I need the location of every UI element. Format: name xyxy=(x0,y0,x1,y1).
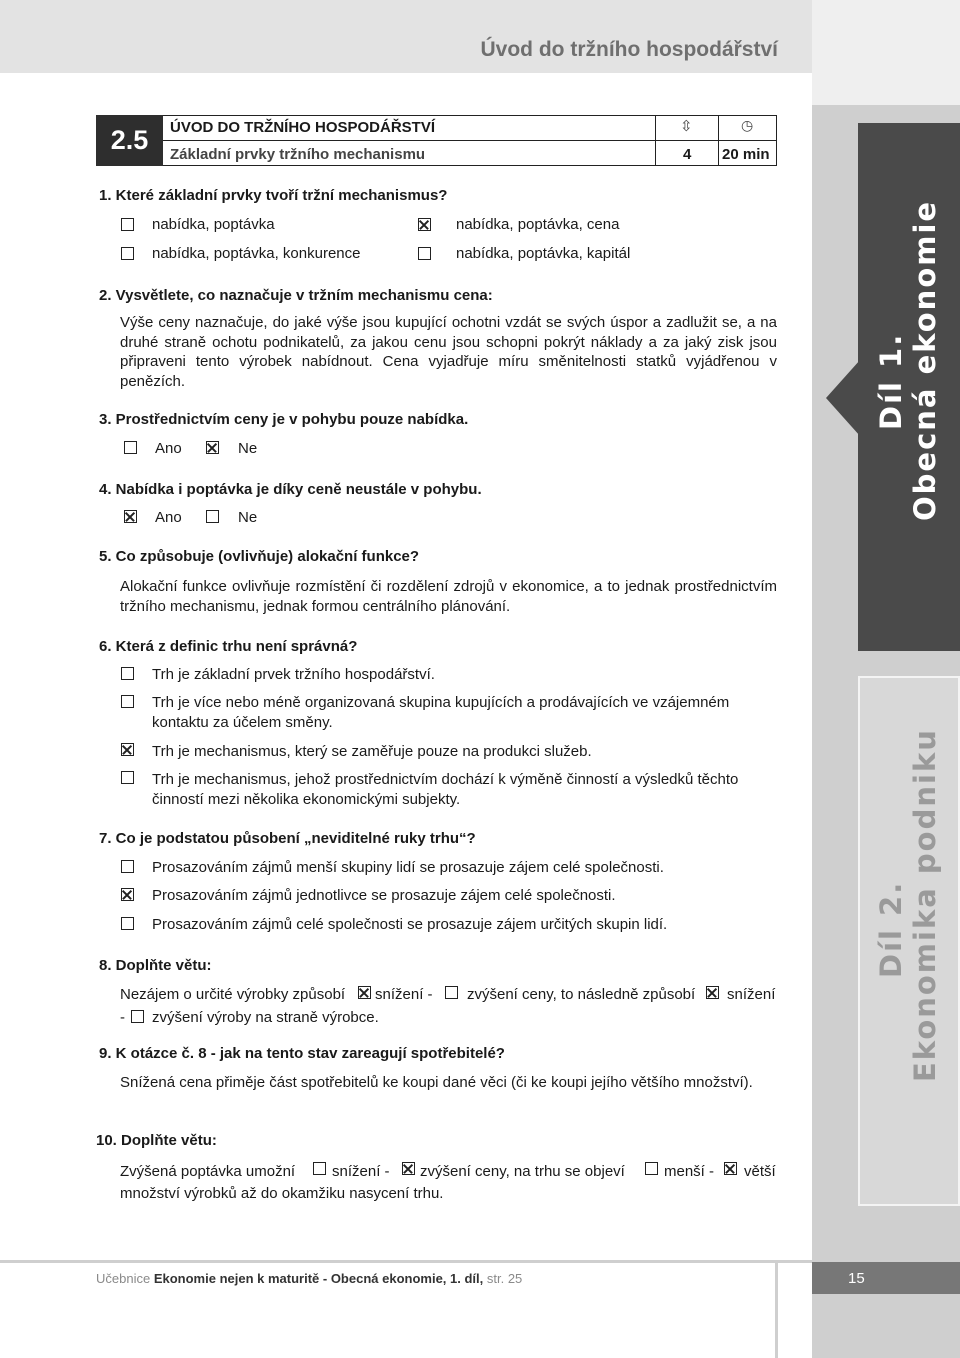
sentence-text: Zvýšená poptávka umožní xyxy=(120,1163,296,1180)
section-title: ÚVOD DO TRŽNÍHO HOSPODÁŘSTVÍ xyxy=(170,119,436,136)
running-head: Úvod do tržního hospodářství xyxy=(480,38,778,61)
page-number: 15 xyxy=(848,1270,865,1287)
checkbox[interactable] xyxy=(313,1162,326,1175)
side-tab-part1-number: Díl 1. xyxy=(874,332,908,430)
option-label: nabídka, poptávka, konkurence xyxy=(152,245,361,262)
time-value: 20 min xyxy=(722,146,770,163)
checkbox[interactable] xyxy=(121,888,134,901)
checkbox[interactable] xyxy=(121,247,134,260)
answer-2: Výše ceny naznačuje, do jaké výše jsou kupující ochotni vzdát se svých úspor a zadlužit se, a na druhé straně ochotu podnikatelů, za jakou cenu jsou schopni pokrýt náklady a za jaký zisk jsou připraveni tento výrobek nabídnout. Cena vyjadřuje míru směnitelnosti statků vyjádřenou v penězích. xyxy=(120,314,777,390)
question-5: 5. Co způsobuje (ovlivňuje) alokační funkce? xyxy=(99,548,420,565)
option-label: nabídka, poptávka xyxy=(152,216,275,233)
option-label: Ne xyxy=(238,440,258,457)
answer-5: Alokační funkce ovlivňuje rozmístění či rozdělení zdrojů v ekonomice, a to jednak prostřednictvím tržního mechanismu, jednak formou centrálního plánování. xyxy=(120,578,777,615)
footer-page-ref: str. 25 xyxy=(486,1271,523,1286)
checkbox[interactable] xyxy=(131,1010,144,1023)
section-number: 2.5 xyxy=(96,115,163,166)
option-label: Prosazováním zájmů jednotlivce se prosazuje zájem celé společnosti. xyxy=(152,887,616,904)
sentence-text: Nezájem o určité výrobky způsobí xyxy=(120,986,346,1003)
checkbox[interactable] xyxy=(121,667,134,680)
checkbox[interactable] xyxy=(206,510,219,523)
option-label: Trh je mechanismus, jehož prostřednictvím dochází k výměně činností a výsledků těchto činností mezi několika ekonomickými subjekty. xyxy=(152,771,739,808)
checkbox[interactable] xyxy=(121,743,134,756)
checkbox[interactable] xyxy=(121,917,134,930)
question-4: 4. Nabídka i poptávka je díky ceně neustále v pohybu. xyxy=(99,481,482,498)
footer-divider xyxy=(775,1262,778,1358)
clock-icon: ◷ xyxy=(741,117,754,133)
option-label: Ano xyxy=(155,509,182,526)
sentence-text: množství výrobků až do okamžiku nasycení trhu. xyxy=(120,1185,444,1202)
option-label: Ne xyxy=(238,509,258,526)
header-band xyxy=(0,0,812,73)
footer-book-title: Ekonomie nejen k maturitě - Obecná ekonomie, 1. díl, xyxy=(153,1271,484,1286)
fill-option: zvýšení výroby na straně výrobce. xyxy=(152,1009,379,1026)
checkbox[interactable] xyxy=(121,860,134,873)
footer-prefix: Učebnice xyxy=(96,1271,151,1286)
checkbox[interactable] xyxy=(706,986,719,999)
side-tab-part1-name: Obecná ekonomie xyxy=(908,199,942,521)
checkbox[interactable] xyxy=(358,986,371,999)
fill-option: snížení - xyxy=(375,986,433,1003)
option-label: nabídka, poptávka, kapitál xyxy=(456,245,631,262)
option-label: Trh je více nebo méně organizovaná skupina kupujících a prodávajících ve vzájemném kontaktu za účelem směny. xyxy=(152,694,730,731)
option-label: Prosazováním zájmů menší skupiny lidí se prosazuje zájem celé společnosti. xyxy=(152,859,664,876)
option-label: Prosazováním zájmů celé společnosti se prosazuje zájem určitých skupin lidí. xyxy=(152,916,668,933)
footer-reference xyxy=(96,1271,522,1286)
checkbox[interactable] xyxy=(121,218,134,231)
checkbox[interactable] xyxy=(124,510,137,523)
checkbox[interactable] xyxy=(418,218,431,231)
checkbox[interactable] xyxy=(645,1162,658,1175)
difficulty-icon: ⇳ xyxy=(680,118,693,135)
checkbox[interactable] xyxy=(402,1162,415,1175)
option-label: nabídka, poptávka, cena xyxy=(456,216,620,233)
question-8: 8. Doplňte větu: xyxy=(99,957,212,974)
page-number-box xyxy=(812,1262,960,1294)
active-tab-arrow-icon xyxy=(826,360,860,436)
question-9: 9. K otázce č. 8 - jak na tento stav zareagují spotřebitelé? xyxy=(99,1045,505,1062)
checkbox[interactable] xyxy=(121,695,134,708)
divider xyxy=(163,140,777,141)
section-subtitle: Základní prvky tržního mechanismu xyxy=(170,146,426,163)
side-column-top xyxy=(812,0,960,105)
fill-option: zvýšení ceny, to následně způsobí xyxy=(467,986,696,1003)
checkbox[interactable] xyxy=(124,441,137,454)
checkbox[interactable] xyxy=(206,441,219,454)
fill-option: zvýšení ceny, na trhu se objeví xyxy=(420,1163,625,1180)
side-tab-part2-number: Díl 2. xyxy=(874,880,908,978)
difficulty-value: 4 xyxy=(683,146,692,163)
checkbox[interactable] xyxy=(121,771,134,784)
question-7: 7. Co je podstatou působení „neviditelné ruky trhu“? xyxy=(99,830,476,847)
checkbox[interactable] xyxy=(445,986,458,999)
footer-rule xyxy=(0,1260,812,1263)
checkbox[interactable] xyxy=(724,1162,737,1175)
fill-option: menší - xyxy=(664,1163,715,1180)
fill-option: snížení - xyxy=(332,1163,390,1180)
question-2: 2. Vysvětlete, co naznačuje v tržním mechanismu cena: xyxy=(99,287,493,304)
question-6: 6. Která z definic trhu není správná? xyxy=(99,638,358,655)
question-10: 10. Doplňte větu: xyxy=(96,1132,217,1149)
fill-option: větší xyxy=(744,1163,776,1180)
question-1: 1. Které základní prvky tvoří tržní mechanismus? xyxy=(99,187,448,204)
answer-9: Snížená cena přiměje část spotřebitelů ke koupi dané věci (či ke koupi jejího většího množství). xyxy=(120,1074,753,1091)
side-tab-part2-name: Ekonomika podniku xyxy=(908,728,942,1082)
dash: - xyxy=(120,1009,125,1026)
question-3: 3. Prostřednictvím ceny je v pohybu pouze nabídka. xyxy=(99,411,469,428)
option-label: Trh je mechanismus, který se zaměřuje pouze na produkci služeb. xyxy=(152,743,592,760)
checkbox[interactable] xyxy=(418,247,431,260)
fill-option: snížení xyxy=(727,986,776,1003)
option-label: Trh je základní prvek tržního hospodářství. xyxy=(152,666,435,683)
option-label: Ano xyxy=(155,440,182,457)
